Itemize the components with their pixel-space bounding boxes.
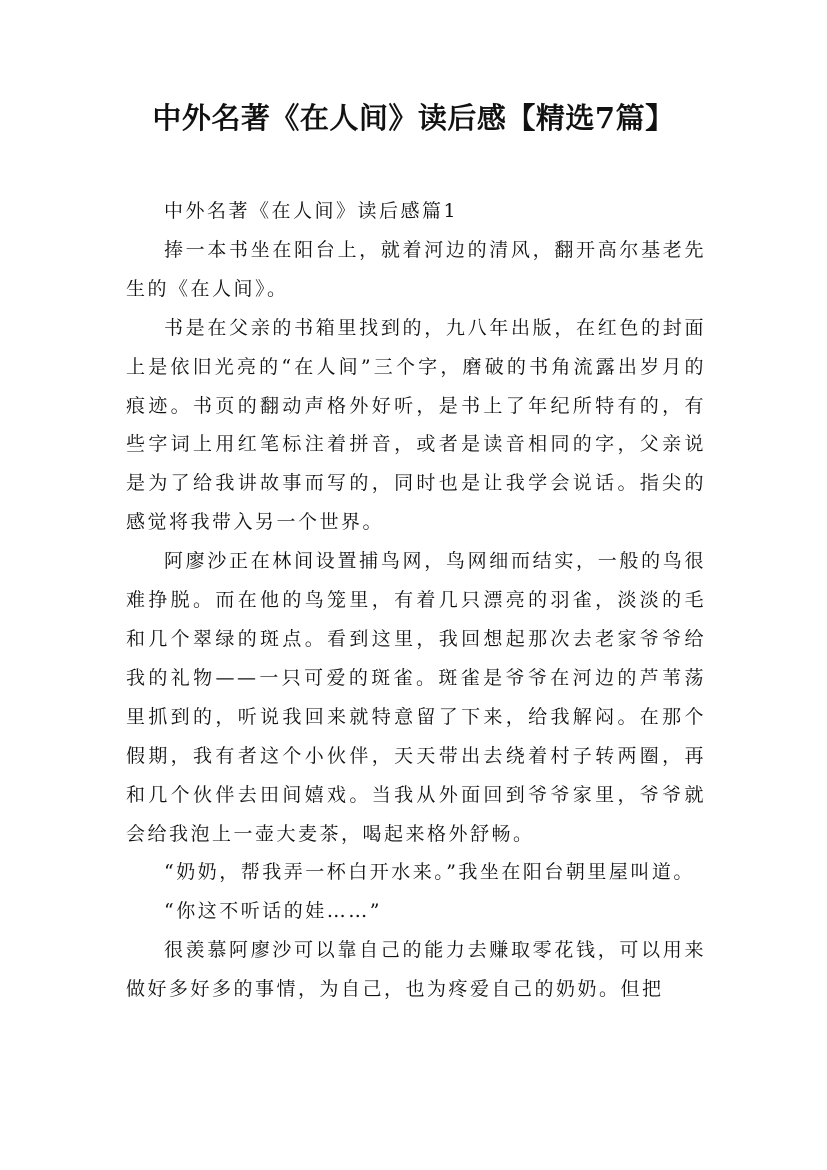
paragraph: 阿廖沙正在林间设置捕鸟网，鸟网细而结实，一般的鸟很难挣脱。而在他的鸟笼里，有着几只漂亮的羽雀，淡淡的毛和几个翠绿的斑点。看到这里，我回想起那次去老家爷爷给我的礼物——一只可爱的斑雀。斑雀是爷爷在河边的芦苇荡里抓到的，听说我回来就特意留了下来，给我解闷。在那个假期，我有者这个小伙伴，天天带出去绕着村子转两圈，再和几个伙伴去田间嬉戏。当我从外面回到爷爷家里，爷爷就会给我泡上一壶大麦茶，喝起来格外舒畅。 — [126, 550, 706, 845]
paragraph: “你这不听话的娃……” — [164, 900, 382, 923]
paragraph: 捧一本书坐在阳台上，就着河边的清风，翻开高尔基老先生的《在人间》。 — [126, 238, 706, 300]
paragraph: 书是在父亲的书箱里找到的，九八年出版，在红色的封面上是依旧光亮的“在人间”三个字，磨破的书角流露出岁月的痕迹。书页的翻动声格外好听，是书上了年纪所特有的，有些字词上用红笔标注着拼音，或者是读音相同的字，父亲说是为了给我讲故事而写的，同时也是让我学会说话。指尖的感觉将我带入另一个世界。 — [126, 316, 706, 534]
document-body — [126, 192, 706, 1009]
section-heading: 中外名著《在人间》读后感篇1 — [164, 200, 459, 222]
document-title: 中外名著《在人间》读后感【精选7篇】 — [152, 101, 675, 135]
paragraph: “奶奶，帮我弄一杯白开水来。”我坐在阳台朝里屋叫道。 — [164, 861, 695, 884]
paragraph: 很羡慕阿廖沙可以靠自己的能力去赚取零花钱，可以用来做好多好多的事情，为自己，也为疼爱自己的奶奶。但把 — [126, 939, 706, 1001]
